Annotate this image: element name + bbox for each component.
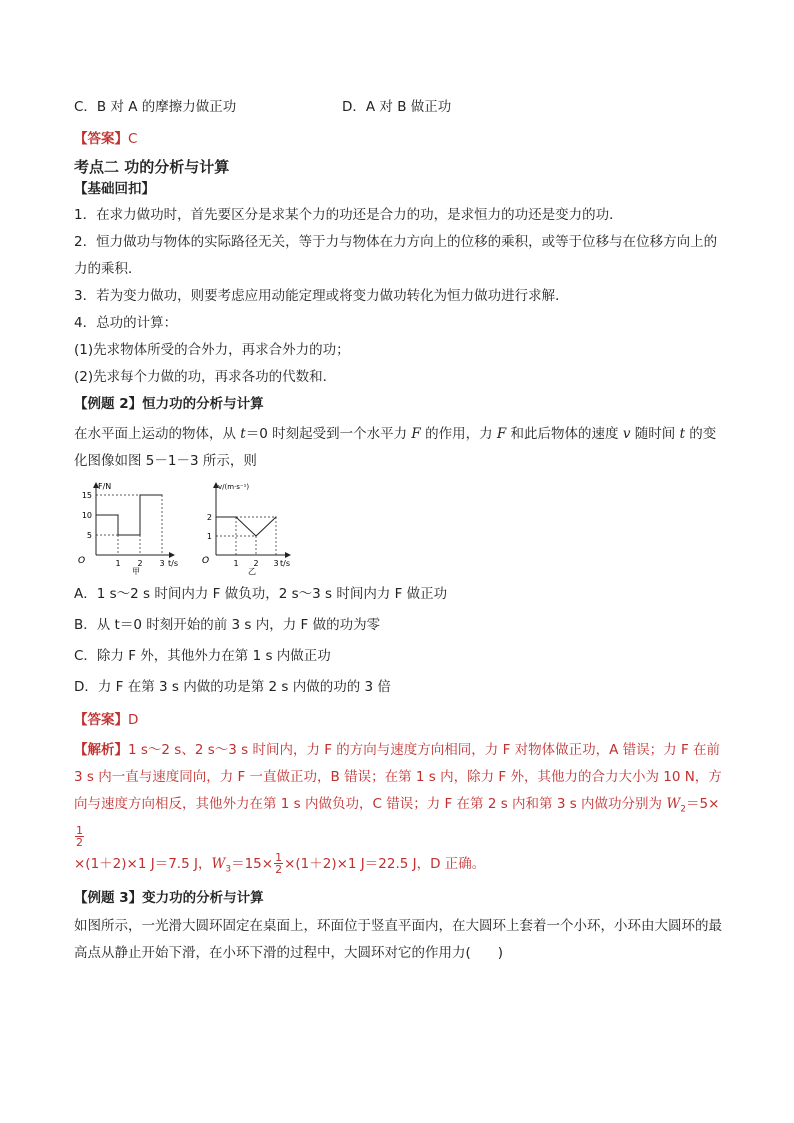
basic-item-3: 3．若为变力做功，则要考虑应用动能定理或将变力做功转化为恒力做功进行求解． — [74, 288, 569, 304]
example-2-heading — [74, 393, 724, 415]
section-title: 考点二 功的分析与计算 — [74, 158, 230, 176]
option-row-prev — [74, 96, 724, 126]
analysis-text: 1 s～2 s、2 s～3 s 时间内，力 F 的方向与速度方向相同，力 F 对物体做正功，A 错误；力 F 在前 3 s 内一直与速度同向，力 F 一直做正功，B 错误；在第 1 s 内，除力 F 外，其他力的合力大小为 10 N，方向与速度方向相反，其他外力在第 1 s 内做负功，C 错误；力 F 在第 2 s 内和第 3 s 内做功分别为 — [74, 742, 722, 812]
basic-item-1: 1．在求力做功时，首先要区分是求某个力的功还是合力的功，是求恒力的功还是变力的功． — [74, 207, 623, 223]
figure-caption-yi: 乙 — [248, 567, 256, 575]
velocity-series-line — [216, 517, 276, 536]
stem-var: F — [411, 426, 421, 442]
fraction-half — [274, 852, 283, 875]
y-tick-labels — [82, 491, 92, 540]
stem-text: 和此后物体的速度 — [506, 426, 623, 442]
x-axis-label: t/s — [280, 559, 290, 568]
stem-text: ＝0 时刻起受到一个水平力 — [245, 426, 412, 442]
stem-text: 的变化图像如图 5－1－3 所示，则 — [74, 426, 717, 469]
section-subtitle: 【基础回扣】 — [74, 181, 155, 197]
y-axis-label: v/(m·s⁻¹) — [218, 483, 250, 491]
example-2-option-d: D．力 F 在第 3 s 内做的功是第 2 s 内做的功的 3 倍 — [74, 679, 391, 695]
fraction-numerator: 1 — [76, 824, 83, 838]
graph-jia — [74, 479, 184, 575]
fraction-numerator: 1 — [275, 851, 283, 865]
example-2-option-a: A．1 s～2 s 时间内力 F 做负功，2 s～3 s 时间内力 F 做正功 — [74, 586, 448, 602]
figures-area — [74, 479, 724, 579]
example-2-label: 【例题 2】 — [74, 396, 143, 412]
answer-1-label: 【答案】 — [74, 131, 128, 147]
x-tick-label: 3 — [159, 559, 165, 568]
analysis-eq2: ＝15× — [231, 855, 274, 872]
y-tick-label: 15 — [81, 491, 92, 500]
fraction-denominator: 2 — [275, 863, 283, 877]
stem-text: 在水平面上运动的物体，从 — [74, 426, 241, 442]
option-d-prev: D．A 对 B 做正功 — [342, 99, 452, 115]
analysis-w3-sub: 3 — [225, 864, 232, 875]
x-tick-label: 3 — [273, 559, 279, 568]
analysis — [74, 737, 724, 883]
origin-label: O — [202, 556, 210, 566]
x-tick-label: 2 — [137, 559, 143, 568]
analysis-line2b: ×(1＋2)×1 J＝22.5 J，D 正确。 — [284, 855, 486, 872]
analysis-w3: W — [211, 855, 226, 872]
x-tick-label: 2 — [253, 559, 259, 568]
answer-1 — [74, 128, 724, 150]
y-tick-label: 1 — [206, 532, 212, 541]
basic-item-6: (2)先求每个力做的功，再求各功的代数和． — [74, 369, 337, 385]
example-2-title: 恒力功的分析与计算 — [142, 396, 264, 412]
stem-var: v — [622, 426, 631, 442]
y-tick-label: 2 — [206, 513, 212, 522]
guide-lines — [215, 516, 276, 555]
example-2-option-b: B．从 t＝0 时刻开始的前 3 s 内，力 F 做的功为零 — [74, 617, 381, 633]
example-2-stem — [74, 421, 724, 475]
analysis-label: 【解析】 — [74, 742, 128, 758]
origin-label: O — [78, 556, 86, 566]
stem-var: t — [240, 426, 246, 442]
answer-2 — [74, 709, 724, 731]
x-axis-label: t/s — [168, 559, 178, 568]
x-tick-labels — [233, 559, 278, 568]
basic-item-5: (1)先求物体所受的合外力，再求合外力的功； — [74, 342, 350, 358]
basic-item-2: 2．恒力做功与物体的实际路径无关，等于力与物体在力方向上的位移的乘积，或等于位移与在位移方向上的力的乘积． — [74, 234, 718, 277]
force-series-line — [96, 495, 162, 535]
y-tick-labels — [207, 513, 212, 541]
figure-caption-jia: 甲 — [132, 567, 140, 575]
option-c-prev: C．B 对 A 的摩擦力做正功 — [74, 99, 237, 115]
stem-text: 的作用，力 — [420, 426, 497, 442]
x-tick-label: 1 — [233, 559, 239, 568]
graph-yi — [194, 479, 294, 575]
stem-var: F — [496, 426, 507, 442]
example-3-title: 变力功的分析与计算 — [142, 890, 264, 907]
stem-var: t — [679, 426, 686, 442]
example-3-stem: 如图所示，一光滑大圆环固定在桌面上，环面位于竖直平面内，在大圆环上套着一个小环，小环由大圆环的最高点从静止开始下滑，在小环下滑的过程中，大圆环对它的作用力( ) — [74, 918, 722, 962]
example-3-heading — [74, 887, 724, 909]
analysis-w2-sub: 2 — [680, 804, 686, 815]
x-tick-labels — [115, 559, 164, 568]
x-tick-label: 1 — [115, 559, 121, 568]
answer-2-label: 【答案】 — [74, 712, 128, 728]
answer-2-value: D — [128, 712, 139, 728]
analysis-eq1: ＝5× — [685, 796, 720, 812]
basic-item-4: 4．总功的计算： — [74, 315, 178, 331]
fraction-half — [75, 825, 84, 848]
document-page — [74, 96, 724, 967]
example-3-label: 【例题 3】 — [74, 890, 143, 907]
guide-lines — [95, 494, 162, 555]
y-tick-label: 5 — [86, 531, 92, 540]
example-2-option-c: C．除力 F 外，其他外力在第 1 s 内做正功 — [74, 648, 331, 664]
stem-text: 随时间 — [630, 426, 680, 442]
y-axis-label: F/N — [98, 482, 112, 491]
fraction-denominator: 2 — [76, 836, 83, 850]
answer-1-value: C — [128, 131, 138, 147]
y-tick-label: 10 — [81, 511, 92, 520]
analysis-w2: W — [666, 796, 681, 812]
analysis-line2a: ×(1＋2)×1 J＝7.5 J， — [74, 855, 212, 872]
